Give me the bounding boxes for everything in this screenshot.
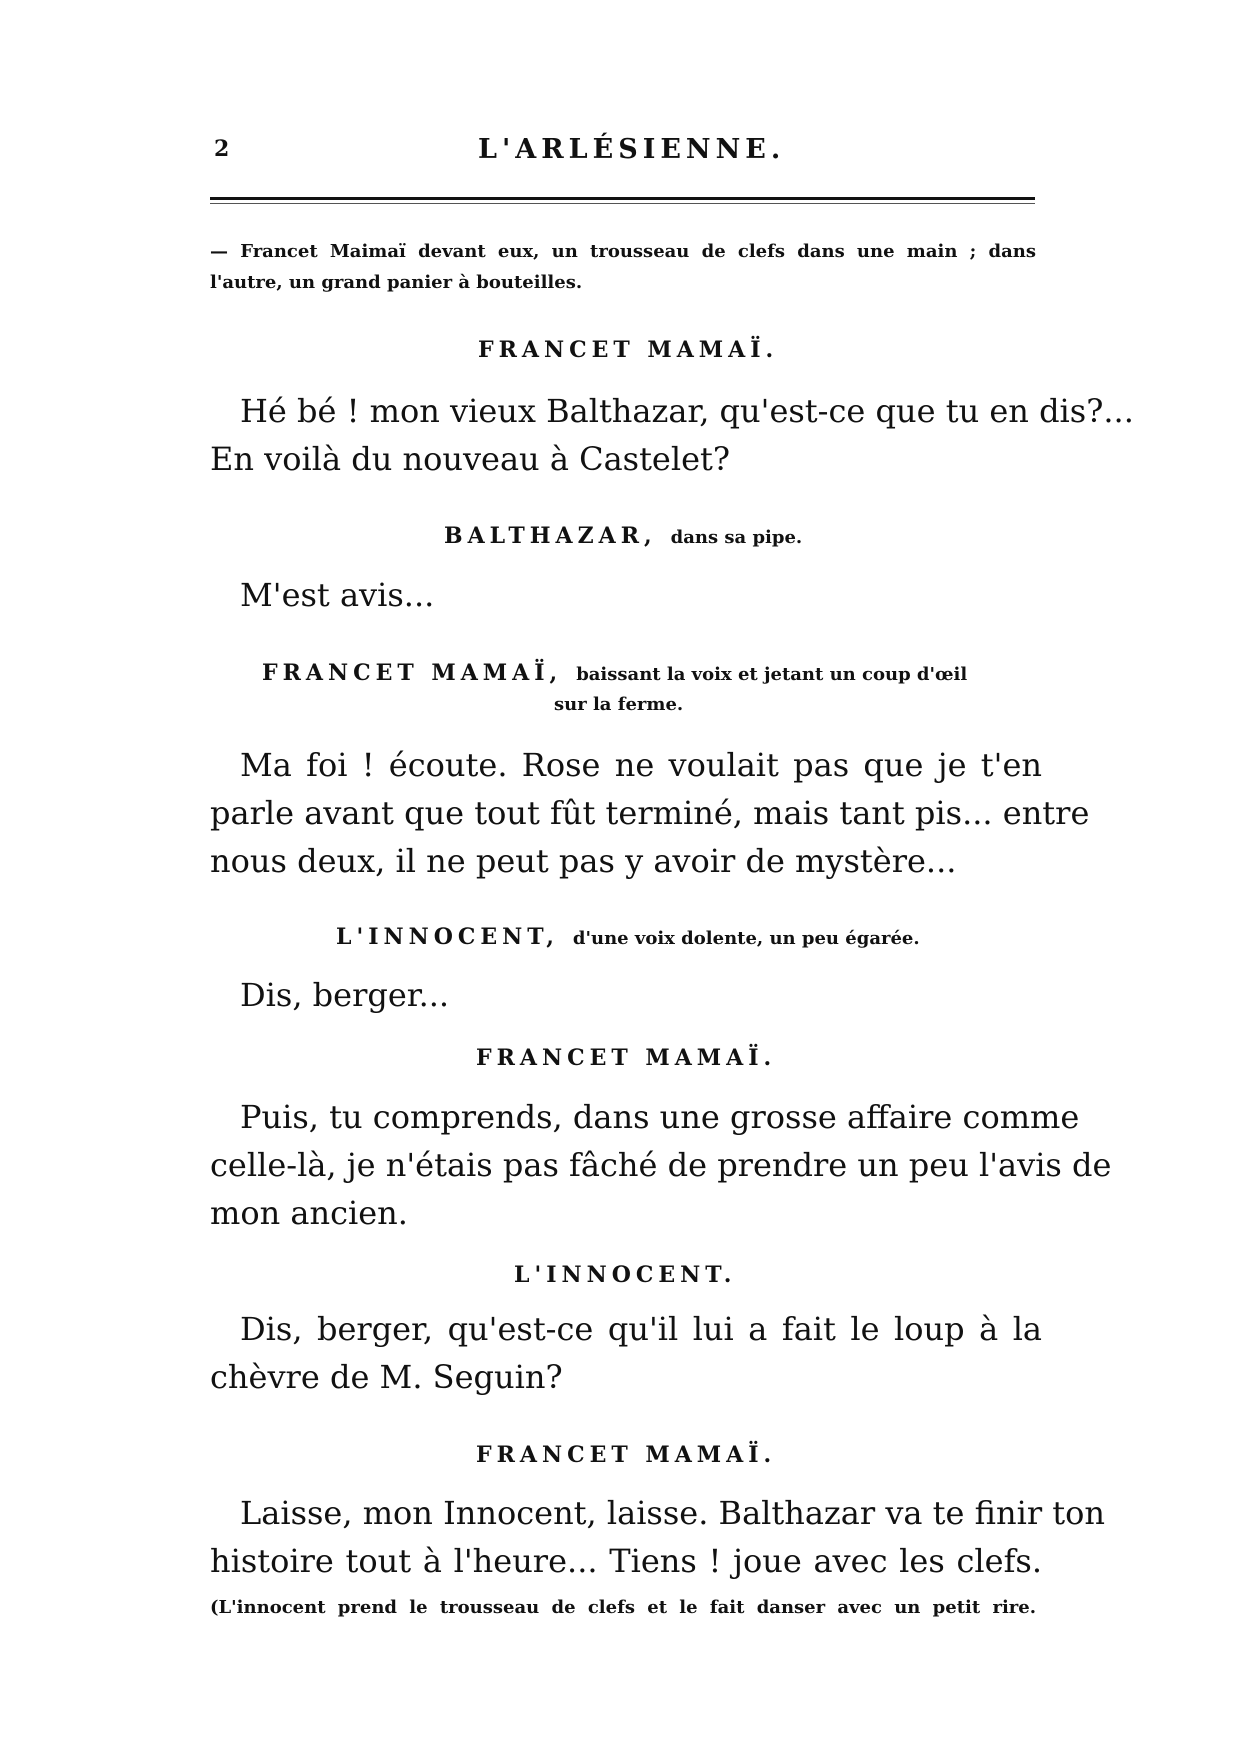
- speech-line: Ma foi ! écoute. Rose ne voulait pas que je t'en: [240, 746, 1042, 784]
- speech-line: M'est avis...: [240, 576, 435, 614]
- running-title: L'ARLÉSIENNE.: [478, 134, 786, 165]
- speaker-name: [336, 924, 920, 950]
- speaker-direction: d'une voix dolente, un peu égarée.: [572, 928, 920, 949]
- speaker-name: L'INNOCENT.: [514, 1262, 737, 1288]
- speaker-name: [262, 660, 967, 686]
- page-number: 2: [214, 136, 230, 162]
- stage-direction-line: (L'innocent prend le trousseau de clefs et le fait danser avec un petit rire.: [210, 1597, 1036, 1618]
- speech-line: nous deux, il ne peut pas y avoir de mystère...: [210, 842, 957, 880]
- speaker-name: FRANCET MAMAÏ.: [476, 1442, 777, 1468]
- speech-line: celle-là, je n'étais pas fâché de prendre un peu l'avis de: [210, 1146, 1112, 1184]
- speech-line: mon ancien.: [210, 1194, 408, 1232]
- speaker-label: L'INNOCENT,: [336, 924, 559, 950]
- speech-line: chèvre de M. Seguin?: [210, 1358, 563, 1396]
- speaker-label: BALTHAZAR,: [444, 523, 657, 549]
- speech-line: parle avant que tout fût terminé, mais tant pis... entre: [210, 794, 1090, 832]
- speech-line: histoire tout à l'heure... Tiens ! joue avec les clefs.: [210, 1542, 1042, 1580]
- speaker-direction: baissant la voix et jetant un coup d'œil: [576, 664, 968, 685]
- speech-line: Puis, tu comprends, dans une grosse affaire comme: [240, 1098, 1080, 1136]
- stage-direction-line: l'autre, un grand panier à bouteilles.: [210, 272, 583, 293]
- speaker-direction-cont: sur la ferme.: [554, 694, 684, 715]
- speaker-label: FRANCET MAMAÏ,: [262, 660, 563, 686]
- speaker-direction: dans sa pipe.: [670, 527, 803, 548]
- speaker-name: FRANCET MAMAÏ.: [476, 1045, 777, 1071]
- header-rule-thin: [210, 203, 1035, 204]
- speech-line: Dis, berger...: [240, 976, 450, 1014]
- header-rule: [210, 197, 1035, 200]
- speaker-name: FRANCET MAMAÏ.: [478, 337, 779, 363]
- speech-line: Laisse, mon Innocent, laisse. Balthazar va te finir ton: [240, 1494, 1106, 1532]
- speaker-name: [444, 523, 802, 549]
- stage-direction-line: — Francet Maimaï devant eux, un trousseau de clefs dans une main ; dans: [210, 241, 1036, 262]
- speech-line: Hé bé ! mon vieux Balthazar, qu'est-ce que tu en dis?...: [240, 392, 1134, 430]
- speech-line: En voilà du nouveau à Castelet?: [210, 440, 731, 478]
- speech-line: Dis, berger, qu'est-ce qu'il lui a fait le loup à la: [240, 1310, 1042, 1348]
